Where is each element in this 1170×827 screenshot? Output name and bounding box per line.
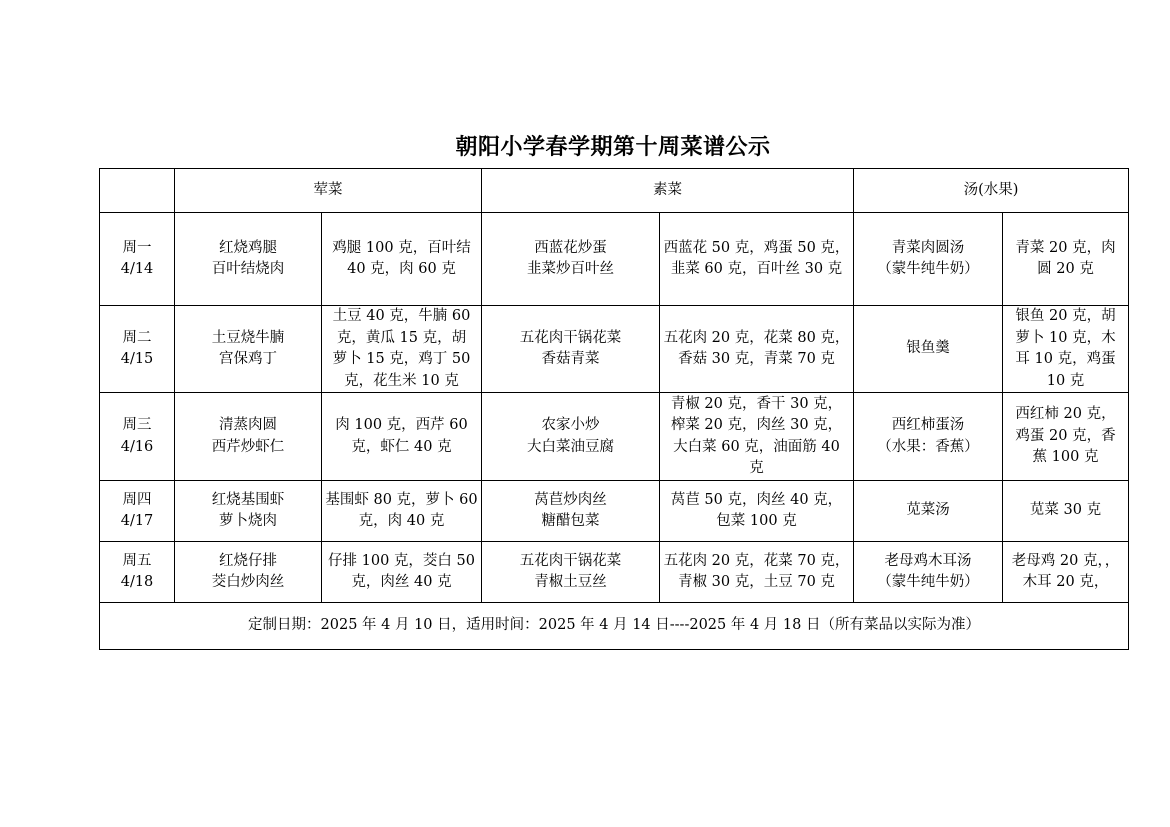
page-title: 朝阳小学春学期第十周菜谱公示 bbox=[455, 134, 771, 160]
meat-ingredients-cell: 仔排 100 克，茭白 50 克，肉丝 40 克 bbox=[322, 542, 482, 603]
veg-ingredients-cell: 西蓝花 50 克，鸡蛋 50 克， 韭菜 60 克，百叶丝 30 克 bbox=[660, 213, 854, 306]
veg-dish-cell: 农家小炒 大白菜油豆腐 bbox=[482, 393, 660, 481]
veg-ingredients-cell: 青椒 20 克，香干 30 克， 榨菜 20 克，肉丝 30 克， 大白菜 60 克，油面筋 40 克 bbox=[660, 393, 854, 481]
veg-ingredients-cell: 五花肉 20 克，花菜 70 克， 青椒 30 克，土豆 70 克 bbox=[660, 542, 854, 603]
header-soup: 汤(水果) bbox=[854, 169, 1129, 213]
veg-ingredients-cell: 五花肉 20 克，花菜 80 克， 香菇 30 克，青菜 70 克 bbox=[660, 306, 854, 393]
table-row bbox=[100, 542, 1129, 603]
header-blank bbox=[100, 169, 175, 213]
table-row bbox=[100, 213, 1129, 306]
meat-ingredients-cell: 土豆 40 克，牛腩 60 克，黄瓜 15 克，胡 萝卜 15 克，鸡丁 50 克，花生米 10 克 bbox=[322, 306, 482, 393]
soup-dish-cell: 青菜肉圆汤 （蒙牛纯牛奶） bbox=[854, 213, 1003, 306]
soup-dish-cell: 西红柿蛋汤 （水果：香蕉） bbox=[854, 393, 1003, 481]
day-cell: 周四 4/17 bbox=[100, 481, 175, 542]
soup-dish-cell: 银鱼羹 bbox=[854, 306, 1003, 393]
footer-row bbox=[100, 603, 1129, 650]
header-meat: 荤菜 bbox=[175, 169, 482, 213]
day-cell: 周五 4/18 bbox=[100, 542, 175, 603]
veg-dish-cell: 莴苣炒肉丝 糖醋包菜 bbox=[482, 481, 660, 542]
header-row bbox=[100, 169, 1129, 213]
soup-ingredients-cell: 银鱼 20 克，胡 萝卜 10 克，木 耳 10 克，鸡蛋 10 克 bbox=[1003, 306, 1129, 393]
day-cell: 周二 4/15 bbox=[100, 306, 175, 393]
header-veg: 素菜 bbox=[482, 169, 854, 213]
soup-ingredients-cell: 老母鸡 20 克，， 木耳 20 克， bbox=[1003, 542, 1129, 603]
meat-dish-cell: 清蒸肉圆 西芹炒虾仁 bbox=[175, 393, 322, 481]
meat-dish-cell: 红烧基围虾 萝卜烧肉 bbox=[175, 481, 322, 542]
soup-ingredients-cell: 青菜 20 克，肉 圆 20 克 bbox=[1003, 213, 1129, 306]
soup-ingredients-cell: 西红柿 20 克， 鸡蛋 20 克，香 蕉 100 克 bbox=[1003, 393, 1129, 481]
veg-ingredients-cell: 莴苣 50 克，肉丝 40 克， 包菜 100 克 bbox=[660, 481, 854, 542]
veg-dish-cell: 五花肉干锅花菜 香菇青菜 bbox=[482, 306, 660, 393]
soup-dish-cell: 苋菜汤 bbox=[854, 481, 1003, 542]
meat-ingredients-cell: 鸡腿 100 克，百叶结 40 克，肉 60 克 bbox=[322, 213, 482, 306]
table-row bbox=[100, 306, 1129, 393]
veg-dish-cell: 五花肉干锅花菜 青椒土豆丝 bbox=[482, 542, 660, 603]
day-cell: 周一 4/14 bbox=[100, 213, 175, 306]
meat-ingredients-cell: 基围虾 80 克，萝卜 60 克，肉 40 克 bbox=[322, 481, 482, 542]
meat-dish-cell: 红烧仔排 茭白炒肉丝 bbox=[175, 542, 322, 603]
soup-ingredients-cell: 苋菜 30 克 bbox=[1003, 481, 1129, 542]
table-row bbox=[100, 481, 1129, 542]
meat-dish-cell: 红烧鸡腿 百叶结烧肉 bbox=[175, 213, 322, 306]
day-cell: 周三 4/16 bbox=[100, 393, 175, 481]
veg-dish-cell: 西蓝花炒蛋 韭菜炒百叶丝 bbox=[482, 213, 660, 306]
footer-note: 定制日期：2025 年 4 月 10 日，适用时间：2025 年 4 月 14 日----2025 年 4 月 18 日（所有菜品以实际为准） bbox=[100, 603, 1129, 650]
meat-ingredients-cell: 肉 100 克，西芹 60 克，虾仁 40 克 bbox=[322, 393, 482, 481]
table-row bbox=[100, 393, 1129, 481]
menu-table bbox=[99, 168, 1129, 650]
meat-dish-cell: 土豆烧牛腩 宫保鸡丁 bbox=[175, 306, 322, 393]
soup-dish-cell: 老母鸡木耳汤 （蒙牛纯牛奶） bbox=[854, 542, 1003, 603]
